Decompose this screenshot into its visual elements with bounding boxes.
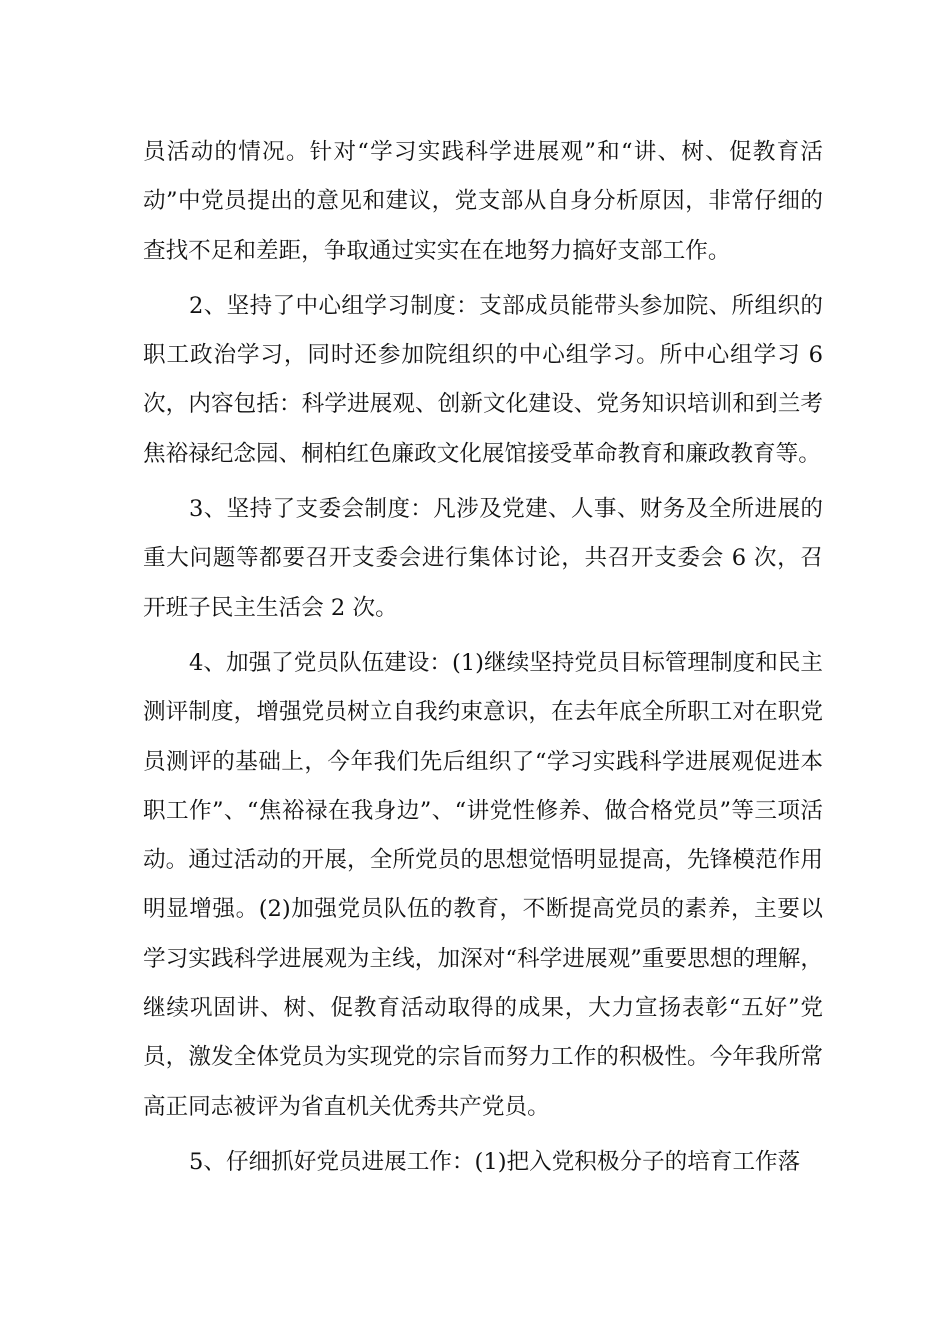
paragraph-item-4: 4、加强了党员队伍建设：(1)继续坚持党员目标管理制度和民主测评制度，增强党员树立自我约束意识，在去年底全所职工对在职党员测评的基础上，今年我们先后组织了“学习实践科学进展观促进本职工作”、“焦裕禄在我身边”、“讲党性修养、做合格党员”等三项活动。通过活动的开展，全所党员的思想觉悟明显提高，先锋模范作用明显增强。(2)加强党员队伍的教育，不断提高党员的素养，主要以学习实践科学进展观为主线，加深对“科学进展观”重要思想的理解，继续巩固讲、树、促教育活动取得的成果，大力宣扬表彰“五好”党员，激发全体党员为实现党的宗旨而努力工作的积极性。今年我所常高正同志被评为省直机关优秀共产党员。 (143, 649, 823, 1120)
paragraph-item-5: 5、仔细抓好党员进展工作：(1)把入党积极分子的培育工作落 (189, 1148, 801, 1175)
paragraph-continuation: 员活动的情况。针对“学习实践科学进展观”和“讲、树、促教育活动”中党员提出的意见和建议，党支部从自身分析原因，非常仔细的查找不足和差距，争取通过实实在在地努力搞好支部工作。 (143, 139, 823, 264)
paragraph-item-3: 3、坚持了支委会制度：凡涉及党建、人事、财务及全所进展的重大问题等都要召开支委会进行集体讨论，共召开支委会 6 次，召开班子民主生活会 2 次。 (143, 496, 823, 621)
paragraph-item-2: 2、坚持了中心组学习制度：支部成员能带头参加院、所组织的职工政治学习，同时还参加院组织的中心组学习。所中心组学习 6 次，内容包括：科学进展观、创新文化建设、党务知识培训和到兰考焦裕禄纪念园、桐柏红色廉政文化展馆接受革命教育和廉政教育等。 (143, 292, 823, 467)
body-text (143, 128, 823, 1187)
